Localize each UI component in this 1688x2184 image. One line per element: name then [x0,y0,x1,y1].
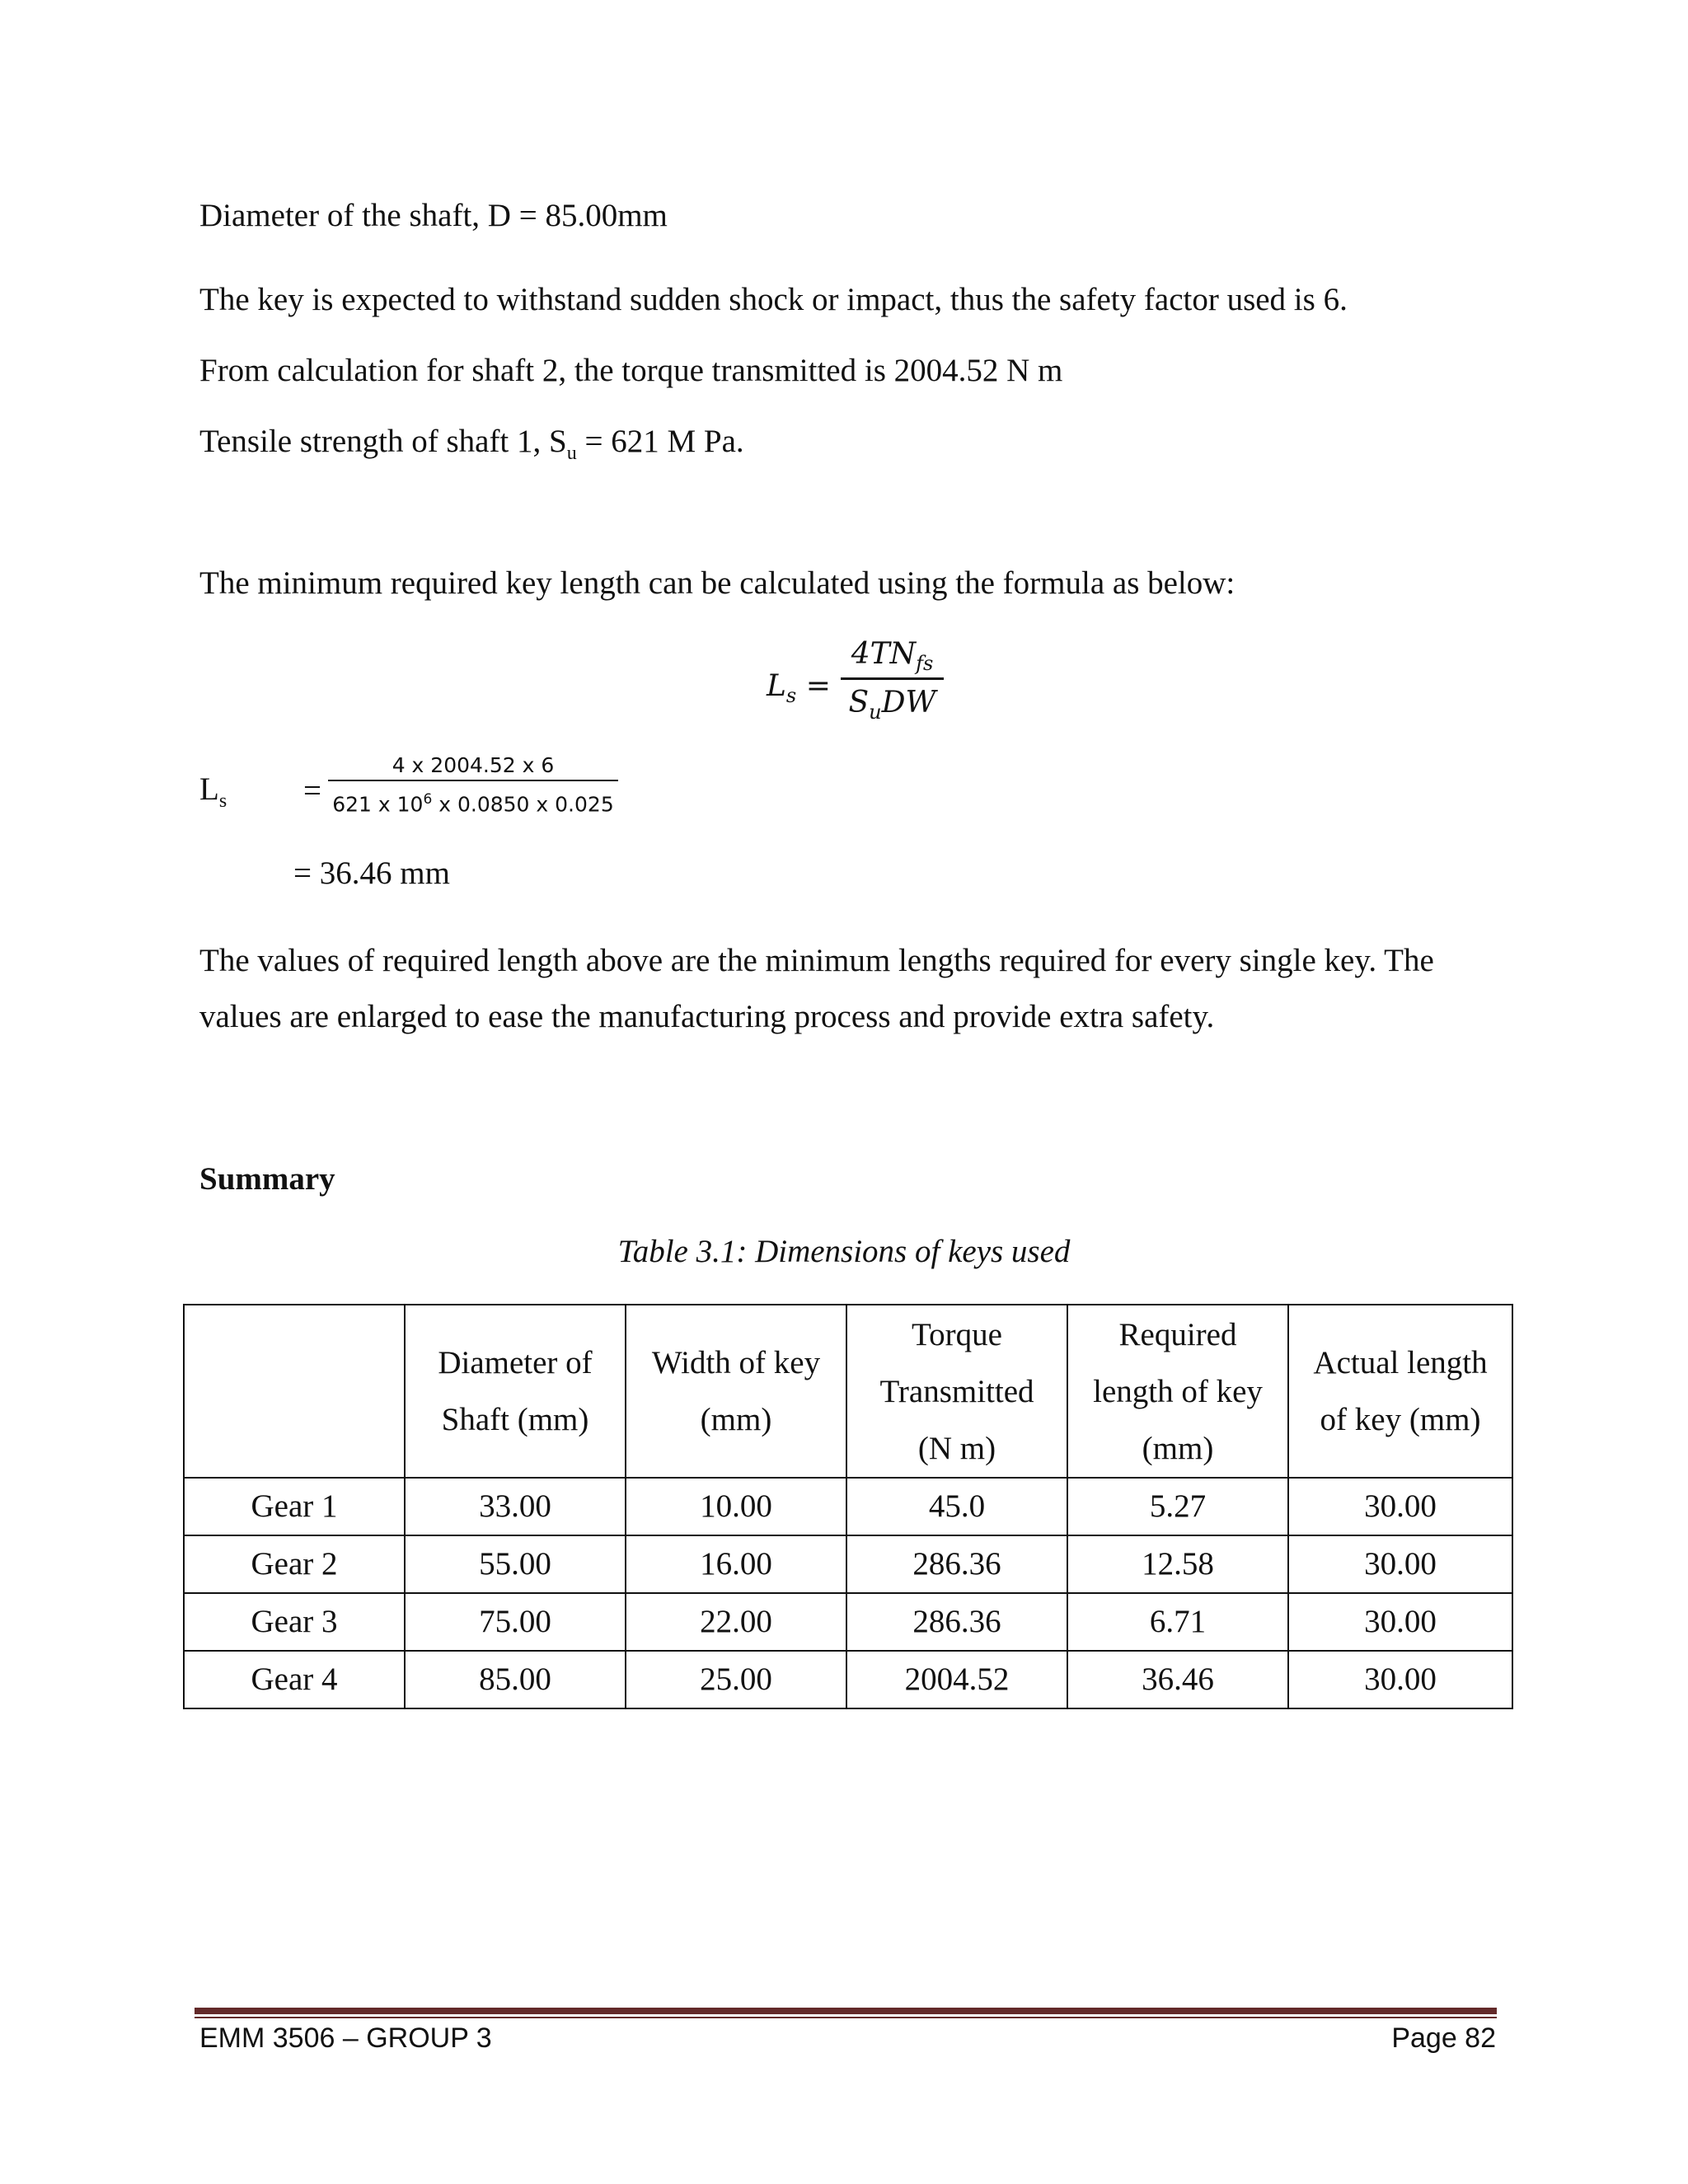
cell-width: 22.00 [626,1593,846,1651]
header-required-length: Required length of key (mm) [1067,1305,1288,1478]
calc-fraction [328,752,618,817]
table-caption: Table 3.1: Dimensions of keys used [617,1234,1071,1269]
cell-required-length: 36.46 [1067,1651,1288,1708]
cell-diameter: 33.00 [405,1478,626,1535]
cell-actual-length: 30.00 [1288,1651,1512,1708]
cell-diameter: 75.00 [405,1593,626,1651]
table-header-row [184,1305,1512,1478]
header-width: Width of key (mm) [626,1305,846,1478]
calc-lhs: $L_s$ [199,771,227,812]
cell-torque: 286.36 [846,1535,1067,1593]
footer-course: EMM 3506 – GROUP 3 [199,2022,492,2054]
table-row [184,1651,1512,1708]
tensile-prefix: Tensile strength of shaft 1, S [199,424,567,459]
calc-result: = 36.46 mm [293,855,450,891]
cell-torque: 2004.52 [846,1651,1067,1708]
cell-actual-length: 30.00 [1288,1478,1512,1535]
header-diameter: Diameter of Shaft (mm) [405,1305,626,1478]
cell-width: 16.00 [626,1535,846,1593]
cell-gear: Gear 1 [184,1478,405,1535]
header-blank [184,1305,405,1478]
torque-line: From calculation for shaft 2, the torque transmitted is 2004.52 N m [199,353,1063,388]
calc-denominator: 621 x $10^6$ x 0.0850 x 0.025 [332,791,614,817]
cell-actual-length: 30.00 [1288,1593,1512,1651]
cell-width: 10.00 [626,1478,846,1535]
footer-page-number: Page 82 [1391,2022,1496,2054]
cell-gear: Gear 2 [184,1535,405,1593]
shock-line: The key is expected to withstand sudden shock or impact, thus the safety factor used is 6. [199,282,1348,317]
diameter-line: Diameter of the shaft, D = 85.00mm [199,198,668,233]
footer-rule-thin [195,2017,1497,2018]
cell-actual-length: 30.00 [1288,1535,1512,1593]
tensile-line [199,425,744,462]
cell-gear: Gear 4 [184,1651,405,1708]
table-row [184,1535,1512,1593]
cell-required-length: 5.27 [1067,1478,1288,1535]
cell-required-length: 6.71 [1067,1593,1288,1651]
calc-numerator: 4 x 2004.52 x 6 [392,753,555,777]
formula-lhs: $L_s$ = [767,669,831,707]
cell-diameter: 85.00 [405,1651,626,1708]
formula-intro: The minimum required key length can be calculated using the formula as below: [199,565,1236,601]
footer-rule-thick [195,2008,1497,2014]
cell-width: 25.00 [626,1651,846,1708]
keys-table [183,1304,1513,1709]
closing-line-2: values are enlarged to ease the manufacturing process and provide extra safety. [199,999,1215,1034]
formula-denominator: $S_uDW$ [848,686,936,724]
cell-required-length: 12.58 [1067,1535,1288,1593]
cell-diameter: 55.00 [405,1535,626,1593]
footer-rule [195,2008,1497,2018]
table-row [184,1593,1512,1651]
cell-torque: 45.0 [846,1478,1067,1535]
formula-fraction-bar [841,677,944,680]
tensile-suffix: = 621 M Pa. [576,424,744,459]
calc-equals: = [303,773,321,808]
cell-torque: 286.36 [846,1593,1067,1651]
cell-gear: Gear 3 [184,1593,405,1651]
formula-numerator: $4TN_{fs}$ [851,637,934,675]
header-actual-length: Actual length of key (mm) [1288,1305,1512,1478]
table-row [184,1478,1512,1535]
formula-fraction [841,635,944,723]
header-torque: Torque Transmitted (N m) [846,1305,1067,1478]
tensile-subscript: u [566,443,577,464]
summary-heading: Summary [199,1161,335,1197]
closing-line-1: The values of required length above are the minimum lengths required for every single key. The [199,943,1434,978]
